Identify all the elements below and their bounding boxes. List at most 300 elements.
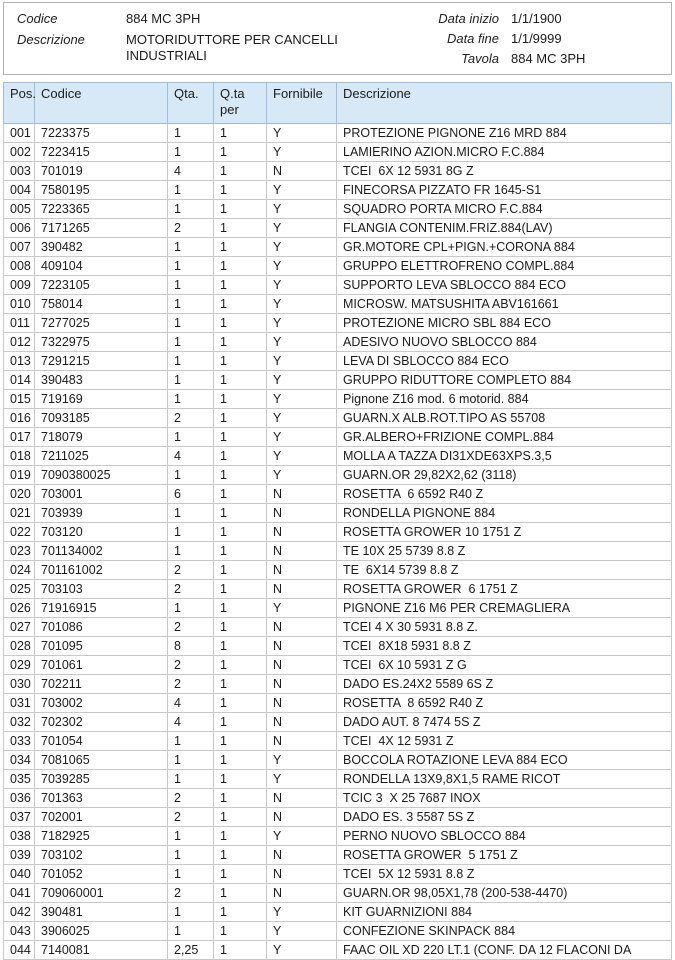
qta-per-cell: 1 (214, 618, 267, 637)
fornibile-cell: N (267, 884, 337, 903)
pos-cell: 036 (4, 789, 35, 808)
qta-cell: 1 (168, 523, 214, 542)
table-row (4, 181, 672, 200)
qta-per-cell: 1 (214, 162, 267, 181)
codice-cell: 703002 (35, 694, 168, 713)
fornibile-cell: N (267, 846, 337, 865)
codice-value: 884 MC 3PH (126, 11, 201, 26)
qta-per-cell: 1 (214, 675, 267, 694)
codice-cell: 7322975 (35, 333, 168, 352)
fornibile-cell: Y (267, 124, 337, 143)
qta-per-cell: 1 (214, 542, 267, 561)
table-row (4, 466, 672, 485)
pos-cell: 043 (4, 922, 35, 941)
pos-cell: 010 (4, 295, 35, 314)
pos-cell: 017 (4, 428, 35, 447)
report-header-left (17, 11, 378, 66)
table-row (4, 409, 672, 428)
codice-cell: 701134002 (35, 542, 168, 561)
table-row (4, 789, 672, 808)
codice-cell: 701161002 (35, 561, 168, 580)
table-row (4, 333, 672, 352)
qta-cell: 2 (168, 789, 214, 808)
codice-cell: 703001 (35, 485, 168, 504)
fornibile-cell: N (267, 694, 337, 713)
pos-cell: 039 (4, 846, 35, 865)
codice-cell: 703120 (35, 523, 168, 542)
table-row (4, 219, 672, 238)
codice-cell: 701086 (35, 618, 168, 637)
fornibile-cell: Y (267, 599, 337, 618)
table-row (4, 371, 672, 390)
codice-cell: 7081065 (35, 751, 168, 770)
qta-cell: 2 (168, 561, 214, 580)
pos-cell: 024 (4, 561, 35, 580)
pos-cell: 040 (4, 865, 35, 884)
qta-per-cell: 1 (214, 504, 267, 523)
descrizione-cell: KIT GUARNIZIONI 884 (337, 903, 672, 922)
qta-cell: 1 (168, 865, 214, 884)
qta-cell: 1 (168, 428, 214, 447)
descrizione-cell: PROTEZIONE PIGNONE Z16 MRD 884 (337, 124, 672, 143)
qta-per-cell: 1 (214, 827, 267, 846)
pos-cell: 023 (4, 542, 35, 561)
fornibile-cell: N (267, 789, 337, 808)
fornibile-cell: Y (267, 352, 337, 371)
fornibile-cell: N (267, 865, 337, 884)
pos-cell: 028 (4, 637, 35, 656)
pos-cell: 032 (4, 713, 35, 732)
codice-cell: 701363 (35, 789, 168, 808)
table-row (4, 618, 672, 637)
pos-cell: 006 (4, 219, 35, 238)
table-row (4, 523, 672, 542)
pos-cell: 003 (4, 162, 35, 181)
pos-cell: 019 (4, 466, 35, 485)
fornibile-cell: N (267, 637, 337, 656)
table-row (4, 200, 672, 219)
pos-cell: 025 (4, 580, 35, 599)
codice-cell: 701054 (35, 732, 168, 751)
pos-cell: 030 (4, 675, 35, 694)
table-row (4, 504, 672, 523)
descrizione-cell: FINECORSA PIZZATO FR 1645-S1 (337, 181, 672, 200)
table-row (4, 447, 672, 466)
qta-cell: 2 (168, 656, 214, 675)
qta-per-cell: 1 (214, 352, 267, 371)
descrizione-cell: GUARN.X ALB.ROT.TIPO AS 55708 (337, 409, 672, 428)
fornibile-cell: Y (267, 428, 337, 447)
descrizione-cell: ADESIVO NUOVO SBLOCCO 884 (337, 333, 672, 352)
fornibile-cell: N (267, 808, 337, 827)
pos-cell: 026 (4, 599, 35, 618)
qta-per-cell: 1 (214, 580, 267, 599)
descrizione-cell: GUARN.OR 29,82X2,62 (3118) (337, 466, 672, 485)
descrizione-cell: TCEI 4X 12 5931 Z (337, 732, 672, 751)
tavola-value: 884 MC 3PH (511, 51, 586, 66)
codice-cell: 7223415 (35, 143, 168, 162)
codice-cell: 703102 (35, 846, 168, 865)
descrizione-cell: PERNO NUOVO SBLOCCO 884 (337, 827, 672, 846)
column-header-qta-per: Q.ta per (214, 83, 267, 124)
table-row (4, 941, 672, 960)
qta-per-cell: 1 (214, 219, 267, 238)
pos-cell: 008 (4, 257, 35, 276)
table-row (4, 675, 672, 694)
qta-cell: 2,25 (168, 941, 214, 960)
pos-cell: 013 (4, 352, 35, 371)
pos-cell: 012 (4, 333, 35, 352)
qta-per-cell: 1 (214, 789, 267, 808)
table-row (4, 143, 672, 162)
codice-cell: 7093185 (35, 409, 168, 428)
qta-cell: 1 (168, 903, 214, 922)
qta-per-cell: 1 (214, 276, 267, 295)
report-header-right (438, 11, 659, 66)
qta-per-cell: 1 (214, 751, 267, 770)
qta-cell: 4 (168, 694, 214, 713)
pos-cell: 001 (4, 124, 35, 143)
pos-cell: 018 (4, 447, 35, 466)
codice-cell: 7277025 (35, 314, 168, 333)
pos-cell: 034 (4, 751, 35, 770)
qta-per-cell: 1 (214, 770, 267, 789)
codice-cell: 71916915 (35, 599, 168, 618)
table-row (4, 922, 672, 941)
fornibile-cell: N (267, 162, 337, 181)
descrizione-cell: ROSETTA GROWER 5 1751 Z (337, 846, 672, 865)
qta-cell: 1 (168, 276, 214, 295)
qta-cell: 1 (168, 732, 214, 751)
codice-cell: 7171265 (35, 219, 168, 238)
qta-cell: 1 (168, 390, 214, 409)
qta-per-cell: 1 (214, 371, 267, 390)
descrizione-cell: ROSETTA GROWER 6 1751 Z (337, 580, 672, 599)
qta-cell: 1 (168, 751, 214, 770)
table-row (4, 656, 672, 675)
descrizione-cell: TE 10X 25 5739 8.8 Z (337, 542, 672, 561)
qta-cell: 1 (168, 922, 214, 941)
qta-cell: 4 (168, 447, 214, 466)
fornibile-cell: Y (267, 466, 337, 485)
fornibile-cell: N (267, 713, 337, 732)
descrizione-cell: SQUADRO PORTA MICRO F.C.884 (337, 200, 672, 219)
pos-cell: 022 (4, 523, 35, 542)
fornibile-cell: N (267, 504, 337, 523)
data-fine-label: Data fine (446, 31, 499, 46)
descrizione-cell: PROTEZIONE MICRO SBL 884 ECO (337, 314, 672, 333)
codice-cell: 719169 (35, 390, 168, 409)
header-row (4, 83, 672, 124)
pos-cell: 035 (4, 770, 35, 789)
descrizione-cell: GUARN.OR 98,05X1,78 (200-538-4470) (337, 884, 672, 903)
pos-cell: 005 (4, 200, 35, 219)
parts-table-body (4, 124, 672, 960)
codice-cell: 7580195 (35, 181, 168, 200)
codice-cell: 7182925 (35, 827, 168, 846)
descrizione-cell: BOCCOLA ROTAZIONE LEVA 884 ECO (337, 751, 672, 770)
pos-cell: 037 (4, 808, 35, 827)
fornibile-cell: N (267, 485, 337, 504)
fornibile-cell: Y (267, 922, 337, 941)
qta-per-cell: 1 (214, 314, 267, 333)
fornibile-cell: Y (267, 770, 337, 789)
descrizione-cell: ROSETTA 6 6592 R40 Z (337, 485, 672, 504)
pos-cell: 021 (4, 504, 35, 523)
qta-per-cell: 1 (214, 257, 267, 276)
qta-per-cell: 1 (214, 637, 267, 656)
table-row (4, 276, 672, 295)
qta-cell: 1 (168, 352, 214, 371)
report-header (3, 2, 672, 75)
codice-cell: 7090380025 (35, 466, 168, 485)
descrizione-cell: PIGNONE Z16 M6 PER CREMAGLIERA (337, 599, 672, 618)
column-header-qta: Qta. (168, 83, 214, 124)
fornibile-cell: Y (267, 941, 337, 960)
qta-per-cell: 1 (214, 903, 267, 922)
qta-cell: 1 (168, 542, 214, 561)
fornibile-cell: Y (267, 200, 337, 219)
fornibile-cell: N (267, 675, 337, 694)
column-header-codice: Codice (35, 83, 168, 124)
pos-cell: 016 (4, 409, 35, 428)
table-row (4, 314, 672, 333)
codice-cell: 7211025 (35, 447, 168, 466)
qta-cell: 8 (168, 637, 214, 656)
qta-cell: 1 (168, 181, 214, 200)
descrizione-cell: TCEI 5X 12 5931 8.8 Z (337, 865, 672, 884)
qta-cell: 2 (168, 409, 214, 428)
fornibile-cell: Y (267, 390, 337, 409)
fornibile-cell: N (267, 542, 337, 561)
qta-cell: 1 (168, 200, 214, 219)
fornibile-cell: Y (267, 751, 337, 770)
fornibile-cell: N (267, 523, 337, 542)
codice-cell: 701052 (35, 865, 168, 884)
qta-per-cell: 1 (214, 200, 267, 219)
qta-per-cell: 1 (214, 143, 267, 162)
table-row (4, 732, 672, 751)
descrizione-cell: TCEI 8X18 5931 8.8 Z (337, 637, 672, 656)
descrizione-cell: TCIC 3 X 25 7687 INOX (337, 789, 672, 808)
table-row (4, 713, 672, 732)
pos-cell: 027 (4, 618, 35, 637)
qta-cell: 1 (168, 846, 214, 865)
table-row (4, 694, 672, 713)
pos-cell: 007 (4, 238, 35, 257)
descrizione-cell: RONDELLA 13X9,8X1,5 RAME RICOT (337, 770, 672, 789)
qta-per-cell: 1 (214, 561, 267, 580)
pos-cell: 029 (4, 656, 35, 675)
descrizione-cell: Pignone Z16 mod. 6 motorid. 884 (337, 390, 672, 409)
codice-cell: 718079 (35, 428, 168, 447)
fornibile-cell: Y (267, 409, 337, 428)
table-row (4, 295, 672, 314)
table-row (4, 637, 672, 656)
codice-cell: 7223375 (35, 124, 168, 143)
qta-cell: 1 (168, 371, 214, 390)
qta-cell: 4 (168, 713, 214, 732)
codice-cell: 409104 (35, 257, 168, 276)
descrizione-cell: MICROSW. MATSUSHITA ABV161661 (337, 295, 672, 314)
fornibile-cell: N (267, 580, 337, 599)
descrizione-cell: ROSETTA GROWER 10 1751 Z (337, 523, 672, 542)
qta-per-cell: 1 (214, 732, 267, 751)
descrizione-cell: LAMIERINO AZION.MICRO F.C.884 (337, 143, 672, 162)
qta-cell: 1 (168, 295, 214, 314)
qta-per-cell: 1 (214, 124, 267, 143)
fornibile-cell: Y (267, 143, 337, 162)
codice-cell: 7291215 (35, 352, 168, 371)
codice-cell: 390483 (35, 371, 168, 390)
fornibile-cell: Y (267, 314, 337, 333)
table-row (4, 561, 672, 580)
descrizione-cell: GR.MOTORE CPL+PIGN.+CORONA 884 (337, 238, 672, 257)
tavola-label: Tavola (461, 51, 499, 66)
qta-cell: 4 (168, 162, 214, 181)
codice-cell: 702211 (35, 675, 168, 694)
qta-cell: 2 (168, 884, 214, 903)
pos-cell: 011 (4, 314, 35, 333)
descrizione-cell: DADO ES. 3 5587 5S Z (337, 808, 672, 827)
column-header-descrizione: Descrizione (337, 83, 672, 124)
qta-per-cell: 1 (214, 599, 267, 618)
qta-cell: 1 (168, 314, 214, 333)
pos-cell: 044 (4, 941, 35, 960)
codice-cell: 7223365 (35, 200, 168, 219)
fornibile-cell: Y (267, 295, 337, 314)
descrizione-cell: TE 6X14 5739 8.8 Z (337, 561, 672, 580)
qta-per-cell: 1 (214, 523, 267, 542)
qta-per-cell: 1 (214, 656, 267, 675)
codice-cell: 758014 (35, 295, 168, 314)
parts-table-header (4, 83, 672, 124)
qta-cell: 1 (168, 770, 214, 789)
qta-per-cell: 1 (214, 884, 267, 903)
pos-cell: 031 (4, 694, 35, 713)
table-row (4, 428, 672, 447)
fornibile-cell: N (267, 618, 337, 637)
pos-cell: 038 (4, 827, 35, 846)
table-row (4, 390, 672, 409)
qta-per-cell: 1 (214, 295, 267, 314)
descrizione-cell: LEVA DI SBLOCCO 884 ECO (337, 352, 672, 371)
qta-per-cell: 1 (214, 922, 267, 941)
fornibile-cell: Y (267, 219, 337, 238)
qta-per-cell: 1 (214, 485, 267, 504)
table-row (4, 485, 672, 504)
codice-cell: 702302 (35, 713, 168, 732)
table-row (4, 257, 672, 276)
codice-cell: 702001 (35, 808, 168, 827)
qta-per-cell: 1 (214, 428, 267, 447)
qta-per-cell: 1 (214, 333, 267, 352)
qta-cell: 1 (168, 827, 214, 846)
fornibile-cell: Y (267, 333, 337, 352)
fornibile-cell: Y (267, 447, 337, 466)
descrizione-cell: RONDELLA PIGNONE 884 (337, 504, 672, 523)
qta-per-cell: 1 (214, 694, 267, 713)
table-row (4, 827, 672, 846)
qta-per-cell: 1 (214, 466, 267, 485)
qta-cell: 6 (168, 485, 214, 504)
descrizione-cell: TCEI 6X 10 5931 Z G (337, 656, 672, 675)
codice-label: Codice (17, 11, 58, 26)
pos-cell: 014 (4, 371, 35, 390)
descrizione-cell: CONFEZIONE SKINPACK 884 (337, 922, 672, 941)
codice-cell: 701019 (35, 162, 168, 181)
table-row (4, 884, 672, 903)
codice-cell: 7223105 (35, 276, 168, 295)
codice-cell: 7140081 (35, 941, 168, 960)
qta-per-cell: 1 (214, 447, 267, 466)
qta-cell: 2 (168, 675, 214, 694)
descrizione-cell: DADO ES.24X2 5589 6S Z (337, 675, 672, 694)
codice-cell: 390481 (35, 903, 168, 922)
descrizione-cell: GRUPPO ELETTROFRENO COMPL.884 (337, 257, 672, 276)
qta-per-cell: 1 (214, 409, 267, 428)
codice-cell: 709060001 (35, 884, 168, 903)
table-row (4, 770, 672, 789)
qta-per-cell: 1 (214, 238, 267, 257)
qta-per-cell: 1 (214, 390, 267, 409)
descrizione-label: Descrizione (17, 32, 85, 47)
qta-cell: 1 (168, 466, 214, 485)
fornibile-cell: N (267, 732, 337, 751)
fornibile-cell: Y (267, 181, 337, 200)
descrizione-cell: MOLLA A TAZZA DI31XDE63XPS.3,5 (337, 447, 672, 466)
codice-cell: 701061 (35, 656, 168, 675)
qta-per-cell: 1 (214, 941, 267, 960)
table-row (4, 846, 672, 865)
table-row (4, 599, 672, 618)
qta-cell: 2 (168, 219, 214, 238)
pos-cell: 009 (4, 276, 35, 295)
table-row (4, 124, 672, 143)
qta-cell: 1 (168, 333, 214, 352)
pos-cell: 004 (4, 181, 35, 200)
table-row (4, 162, 672, 181)
fornibile-cell: Y (267, 903, 337, 922)
table-row (4, 903, 672, 922)
fornibile-cell: N (267, 561, 337, 580)
descrizione-cell: DADO AUT. 8 7474 5S Z (337, 713, 672, 732)
table-row (4, 352, 672, 371)
qta-cell: 2 (168, 618, 214, 637)
qta-per-cell: 1 (214, 846, 267, 865)
fornibile-cell: Y (267, 257, 337, 276)
qta-cell: 1 (168, 599, 214, 618)
table-row (4, 751, 672, 770)
codice-cell: 703103 (35, 580, 168, 599)
codice-cell: 390482 (35, 238, 168, 257)
codice-cell: 703939 (35, 504, 168, 523)
qta-cell: 1 (168, 143, 214, 162)
codice-cell: 3906025 (35, 922, 168, 941)
codice-cell: 7039285 (35, 770, 168, 789)
descrizione-value: MOTORIDUTTORE PER CANCELLI INDUSTRIALI (126, 32, 338, 63)
column-header-pos: Pos. (4, 83, 35, 124)
qta-cell: 1 (168, 238, 214, 257)
descrizione-cell: TCEI 6X 12 5931 8G Z (337, 162, 672, 181)
pos-cell: 020 (4, 485, 35, 504)
descrizione-cell: ROSETTA 8 6592 R40 Z (337, 694, 672, 713)
descrizione-cell: GR.ALBERO+FRIZIONE COMPL.884 (337, 428, 672, 447)
table-row (4, 808, 672, 827)
qta-cell: 2 (168, 808, 214, 827)
pos-cell: 002 (4, 143, 35, 162)
table-row (4, 238, 672, 257)
